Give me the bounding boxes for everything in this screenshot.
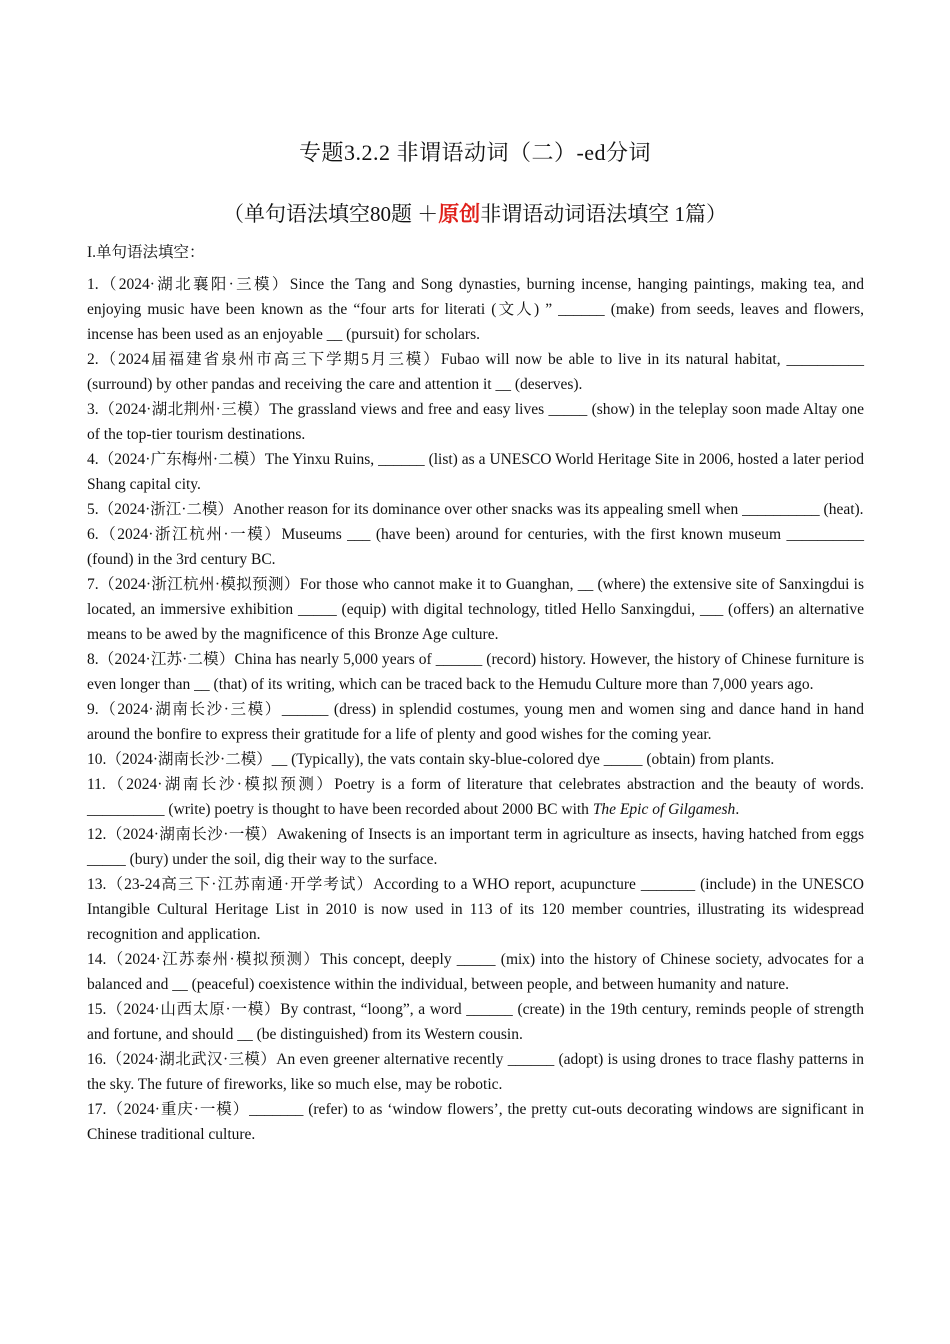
question-text: This concept, deeply _____ (mix) into the history of Chinese society, advocates for a balanced and __ (peaceful) coexistence within the individual, between people, and between humanity and nature. [87,951,864,993]
question-number: 5. [87,501,99,518]
question-number: 8. [87,651,99,668]
question-item [87,747,864,772]
question-text: Awakening of Insects is an important term in agriculture as insects, having hatched from eggs _____ (bury) under the soil, dig their way to the surface. [87,826,864,868]
question-source: （2024·湖南长沙·一模） [106,826,277,843]
question-number: 4. [87,451,99,468]
question-number: 2. [87,351,99,368]
question-item [87,872,864,947]
question-text: __ (Typically), the vats contain sky-blue-colored dye _____ (obtain) from plants. [271,751,775,768]
question-item [87,397,864,447]
question-item [87,447,864,497]
question-number: 6. [87,526,99,543]
question-source: （2024·浙江杭州·模拟预测） [98,576,300,593]
question-item [87,1097,864,1147]
question-source: （2024·湖南长沙·模拟预测） [105,776,335,793]
question-item [87,1047,864,1097]
question-source: （2024届福建省泉州市高三下学期5月三模） [98,351,441,368]
question-list [87,272,864,1147]
section-heading: I.单句语法填空： [87,244,205,261]
question-text: An even greener alternative recently ______ (adopt) is using drones to trace flashy patterns in the sky. The future of fireworks, like so much else, may be robotic. [87,1051,864,1093]
question-text: _______ (refer) to as ‘window flowers’, the pretty cut-outs decorating windows are significant in Chinese traditional culture. [87,1101,865,1143]
question-text: For those who cannot make it to Guanghan, __ (where) the extensive site of Sanxingdui is located, an immersive exhibition _____ (equip) with digital technology, titled Hello Sanxingdui, ___ (offers) an alternative means to be awed by the magnificence of this Bronze Age culture. [87,576,864,643]
question-source: （2024·湖北襄阳·三模） [98,276,290,293]
question-item [87,497,864,522]
question-text: According to a WHO report, acupuncture _______ (include) in the UNESCO Intangible Cultural Heritage List in 2010 is now used in 113 of its 120 member countries, illustrating its widespread recognition and application. [87,876,864,943]
question-source: （2024·浙江杭州·一模） [98,526,282,543]
question-text: Poetry is a form of literature that celebrates abstraction and the beauty of words. __________ (write) poetry is thought to have been recorded about 2000 BC with [87,776,864,818]
question-text: Another reason for its dominance over other snacks was its appealing smell when __________ (heat). [232,501,864,518]
question-item [87,997,864,1047]
question-number: 12. [87,826,107,843]
question-source: （2024·重庆·一模） [106,1101,250,1118]
question-item [87,572,864,647]
question-item [87,822,864,872]
question-source: （2024·江苏·二模） [98,651,235,668]
question-number: 3. [87,401,99,418]
question-number: 15. [87,1001,107,1018]
question-text: The grassland views and free and easy lives _____ (show) in the teleplay soon made Altay one of the top-tier tourism destinations. [87,401,864,443]
question-item [87,697,864,747]
question-source: （2024·广东梅州·二模） [98,451,265,468]
question-number: 1. [87,276,99,293]
question-source: （23-24高三下·江苏南通·开学考试） [106,876,374,893]
question-item [87,347,864,397]
question-item [87,947,864,997]
question-text: China has nearly 5,000 years of ______ (record) history. However, the history of Chinese furniture is even longer than __ (that) of its writing, which can be traced back to the Hemudu Culture more than 7,000 years ago. [87,651,864,693]
question-number: 7. [87,576,99,593]
page-subtitle [0,198,950,228]
page-title: 专题3.2.2 非谓语动词（二）-ed分词 [298,140,652,165]
question-text-end: . [735,801,740,818]
question-text: Since the Tang and Song dynasties, burning incense, hanging paintings, making tea, and enjoying music have been known as the “four arts for literati (文人) ” ______ (make) from seeds, leaves and flowers, incense has been used as an enjoyable __ (pursuit) for scholars. [87,276,864,343]
question-source: （2024·湖北武汉·三模） [106,1051,277,1068]
question-text: The Yinxu Ruins, ______ (list) as a UNESCO World Heritage Site in 2006, hosted a later period Shang capital city. [87,451,865,493]
question-number: 14. [87,951,107,968]
question-number: 13. [87,876,107,893]
question-number: 17. [87,1101,107,1118]
question-item [87,772,864,822]
question-text: By contrast, “loong”, a word ______ (create) in the 19th century, reminds people of strength and fortune, and should __ (be distinguished) from its Western cousin. [87,1001,864,1043]
question-item [87,647,864,697]
question-source: （2024·湖南长沙·三模） [98,701,282,718]
question-text: Fubao will now be able to live in its natural habitat, __________ (surround) by other pandas and receiving the care and attention it __ (deserves). [87,351,864,393]
book-title: The Epic of Gilgamesh [592,801,736,818]
question-source: （2024·湖北荆州·三模） [98,401,270,418]
question-number: 11. [87,776,106,793]
question-number: 10. [87,751,107,768]
question-item [87,272,864,347]
question-source: （2024·山西太原·一模） [106,1001,281,1018]
question-source: （2024·浙江·二模） [98,501,233,518]
question-source: （2024·湖南长沙·二模） [106,751,272,768]
question-item [87,522,864,572]
subtitle-highlight: 原创 [438,202,481,226]
question-text: ______ (dress) in splendid costumes, young men and women sing and dance hand in hand around the bonfire to express their gratitude for a life of plenty and good wishes for the coming year. [87,701,864,743]
subtitle-prefix: （单句语法填空80题 ＋ [223,202,439,226]
question-number: 16. [87,1051,107,1068]
subtitle-suffix: 非谓语动词语法填空 1篇） [480,202,727,226]
question-number: 9. [87,701,99,718]
question-text: Museums ___ (have been) around for centuries, with the first known museum __________ (found) in the 3rd century BC. [87,526,864,568]
question-source: （2024·江苏泰州·模拟预测） [106,951,321,968]
